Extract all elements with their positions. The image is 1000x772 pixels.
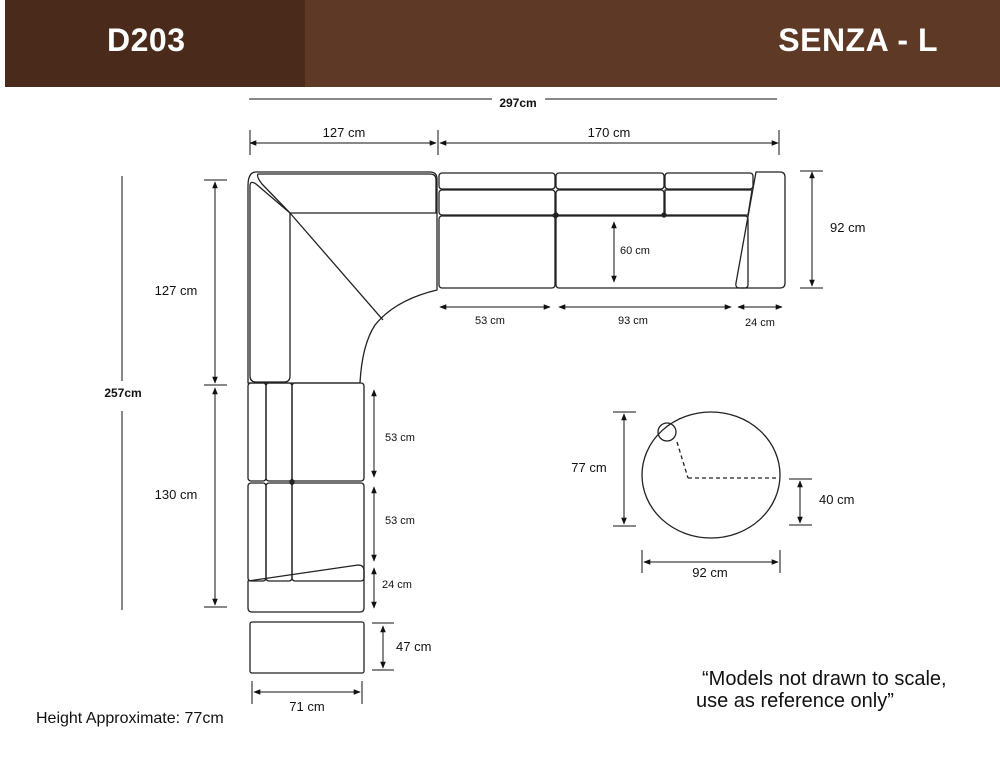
label-corner-height: 127 cm [154, 283, 198, 298]
model-name: SENZA - L [778, 22, 938, 58]
label-side-width: 170 cm [587, 125, 631, 140]
label-chair-width: 92 cm [692, 565, 728, 580]
label-chair-depth: 40 cm [819, 492, 855, 507]
height-note: Height Approximate: 77cm [36, 710, 224, 727]
left-seat-unit-2 [248, 480, 364, 581]
label-total-height: 257cm [104, 386, 142, 400]
disclaimer-line-2: use as reference only” [696, 690, 894, 712]
disclaimer-note [696, 668, 996, 712]
corner-unit [248, 172, 437, 383]
model-code: D203 [107, 22, 186, 58]
ottoman [250, 622, 364, 673]
swivel-chair [642, 412, 780, 538]
label-lower-height: 130 cm [154, 487, 198, 502]
label-seat-depth: 60 cm [620, 245, 650, 257]
label-seg-24-left: 24 cm [382, 579, 412, 591]
label-seg-53-b: 53 cm [385, 515, 415, 527]
label-depth-right: 92 cm [830, 220, 866, 235]
disclaimer-line-1: “Models not drawn to scale, [702, 668, 947, 690]
label-corner-width: 127 cm [322, 125, 366, 140]
label-seg-24-top: 24 cm [745, 317, 775, 329]
label-seg-93: 93 cm [618, 315, 648, 327]
label-ottoman-width: 71 cm [289, 699, 325, 714]
label-ottoman-depth: 47 cm [396, 639, 432, 654]
label-total-width: 297cm [499, 96, 537, 110]
label-seg-53-a: 53 cm [385, 432, 415, 444]
right-seat-unit-3 [662, 173, 753, 217]
label-chair-height: 77 cm [571, 460, 607, 475]
left-seat-unit-1 [248, 383, 364, 481]
right-seat-unit-1 [439, 173, 555, 288]
label-seg-53-top: 53 cm [475, 315, 505, 327]
